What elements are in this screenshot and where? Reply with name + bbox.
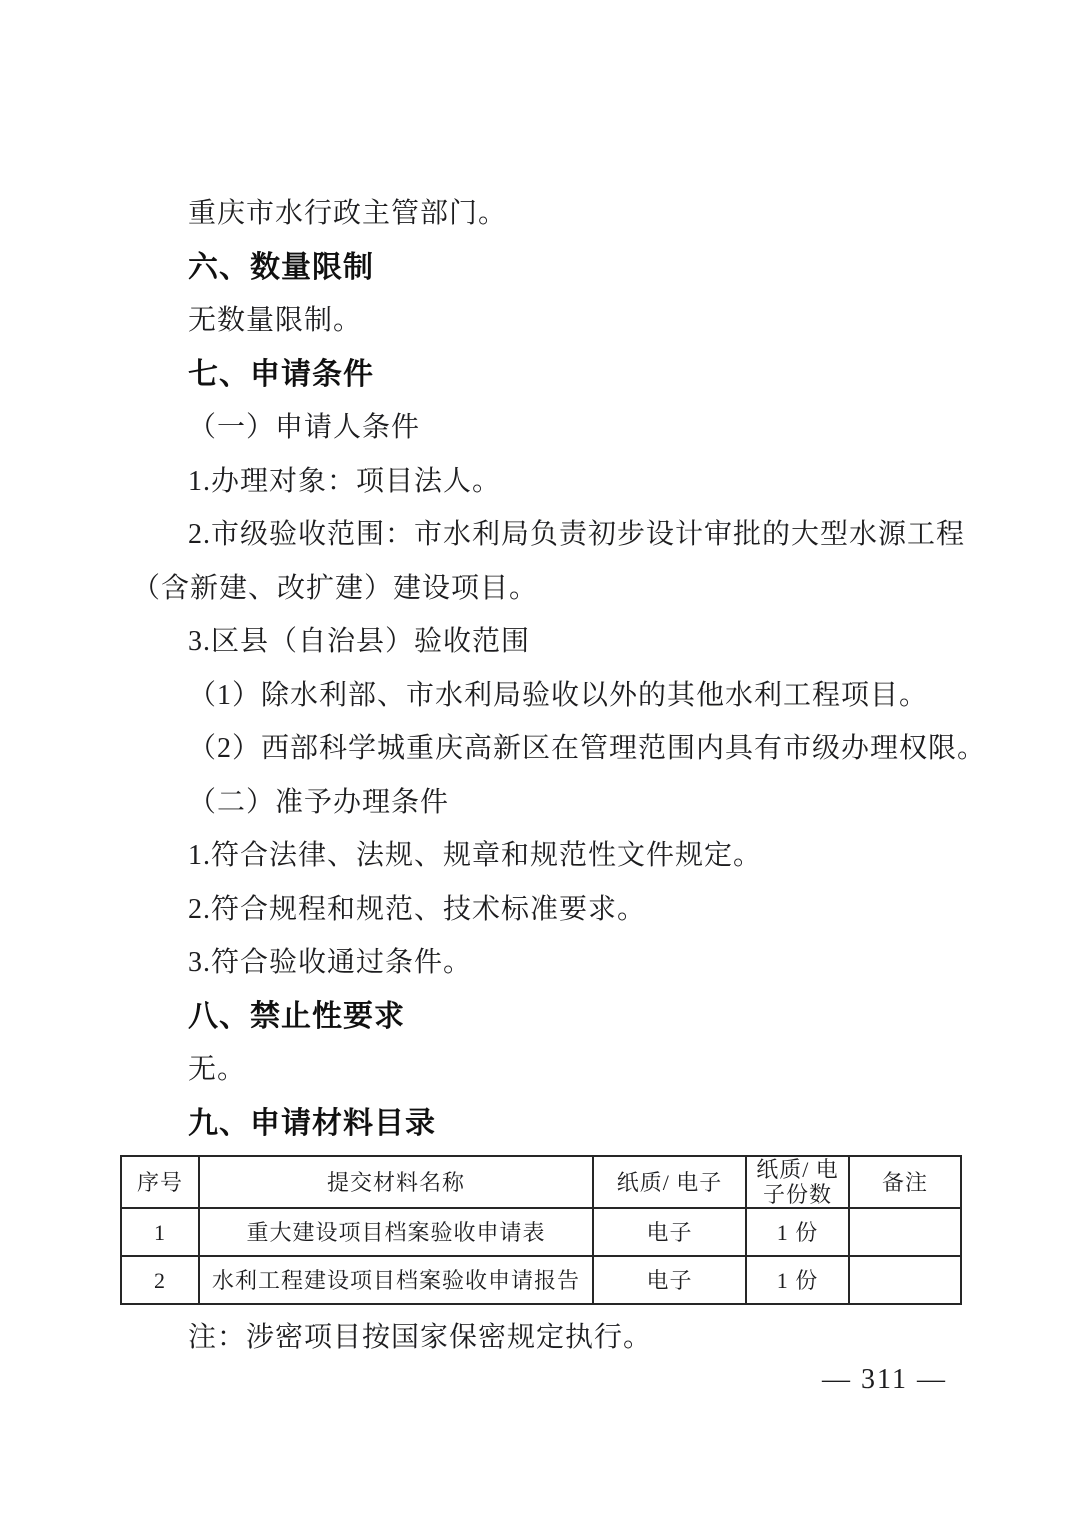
heading-section-six-quantity-limit: 六、数量限制 xyxy=(188,250,374,284)
item-city-acceptance-scope: 2.市级验收范围：市水利局负责初步设计审批的大型水源工程 xyxy=(188,519,966,550)
item-comply-technical-standards: 2.符合规程和规范、技术标准要求。 xyxy=(188,893,647,925)
cell-medium: 电子 xyxy=(593,1256,746,1304)
heading-section-nine-materials-catalog: 九、申请材料目录 xyxy=(188,1106,436,1140)
paragraph-carryover: 重庆市水行政主管部门。 xyxy=(188,198,508,229)
cell-medium: 电子 xyxy=(593,1208,746,1256)
col-header-remark: 备注 xyxy=(849,1156,961,1208)
subheading-applicant-conditions: （一）申请人条件 xyxy=(188,412,421,443)
subheading-approval-conditions: （二）准予办理条件 xyxy=(188,786,450,818)
cell-remark xyxy=(849,1256,961,1304)
cell-material-name: 重大建设项目档案验收申请表 xyxy=(199,1208,593,1256)
item-handling-target: 1.办理对象：项目法人。 xyxy=(188,465,502,497)
col-header-material-name: 提交材料名称 xyxy=(199,1156,593,1208)
note-confidential-projects: 注：涉密项目按国家保密规定执行。 xyxy=(188,1322,653,1353)
table-row-material-1 xyxy=(121,1208,961,1256)
document-body xyxy=(132,187,987,1365)
page-number: — 311 — xyxy=(822,1364,947,1395)
table-row-material-2 xyxy=(121,1256,961,1304)
subitem-other-water-projects: （1）除水利部、市水利局验收以外的其他水利工程项目。 xyxy=(188,679,929,711)
heading-section-eight-prohibitive-requirements: 八、禁止性要求 xyxy=(188,999,405,1033)
item-acceptance-pass-conditions: 3.符合验收通过条件。 xyxy=(188,947,473,978)
paragraph-no-quantity-limit: 无数量限制。 xyxy=(188,305,363,336)
heading-section-seven-application-conditions: 七、申请条件 xyxy=(188,357,374,391)
col-header-paper-or-electronic: 纸质/ 电子 xyxy=(593,1156,746,1208)
cell-material-name: 水利工程建设项目档案验收申请报告 xyxy=(199,1256,593,1304)
item-comply-laws-regulations: 1.符合法律、法规、规章和规范性文件规定。 xyxy=(188,840,763,871)
cell-copies: 1 份 xyxy=(746,1256,849,1304)
cell-remark xyxy=(849,1208,961,1256)
materials-table xyxy=(120,1155,962,1305)
item-county-acceptance-scope: 3.区县（自治县）验收范围 xyxy=(188,626,531,657)
item-city-acceptance-scope-continuation: （含新建、改扩建）建设项目。 xyxy=(132,572,539,604)
materials-table-header-row xyxy=(121,1156,961,1208)
col-header-copies: 纸质/ 电子份数 xyxy=(746,1156,849,1208)
cell-serial-number: 1 xyxy=(121,1208,199,1256)
subitem-west-science-city-authority: （2）西部科学城重庆高新区在管理范围内具有市级办理权限。 xyxy=(188,733,987,764)
cell-serial-number: 2 xyxy=(121,1256,199,1304)
paragraph-none: 无。 xyxy=(188,1054,247,1085)
cell-copies: 1 份 xyxy=(746,1208,849,1256)
col-header-serial-number: 序号 xyxy=(121,1156,199,1208)
